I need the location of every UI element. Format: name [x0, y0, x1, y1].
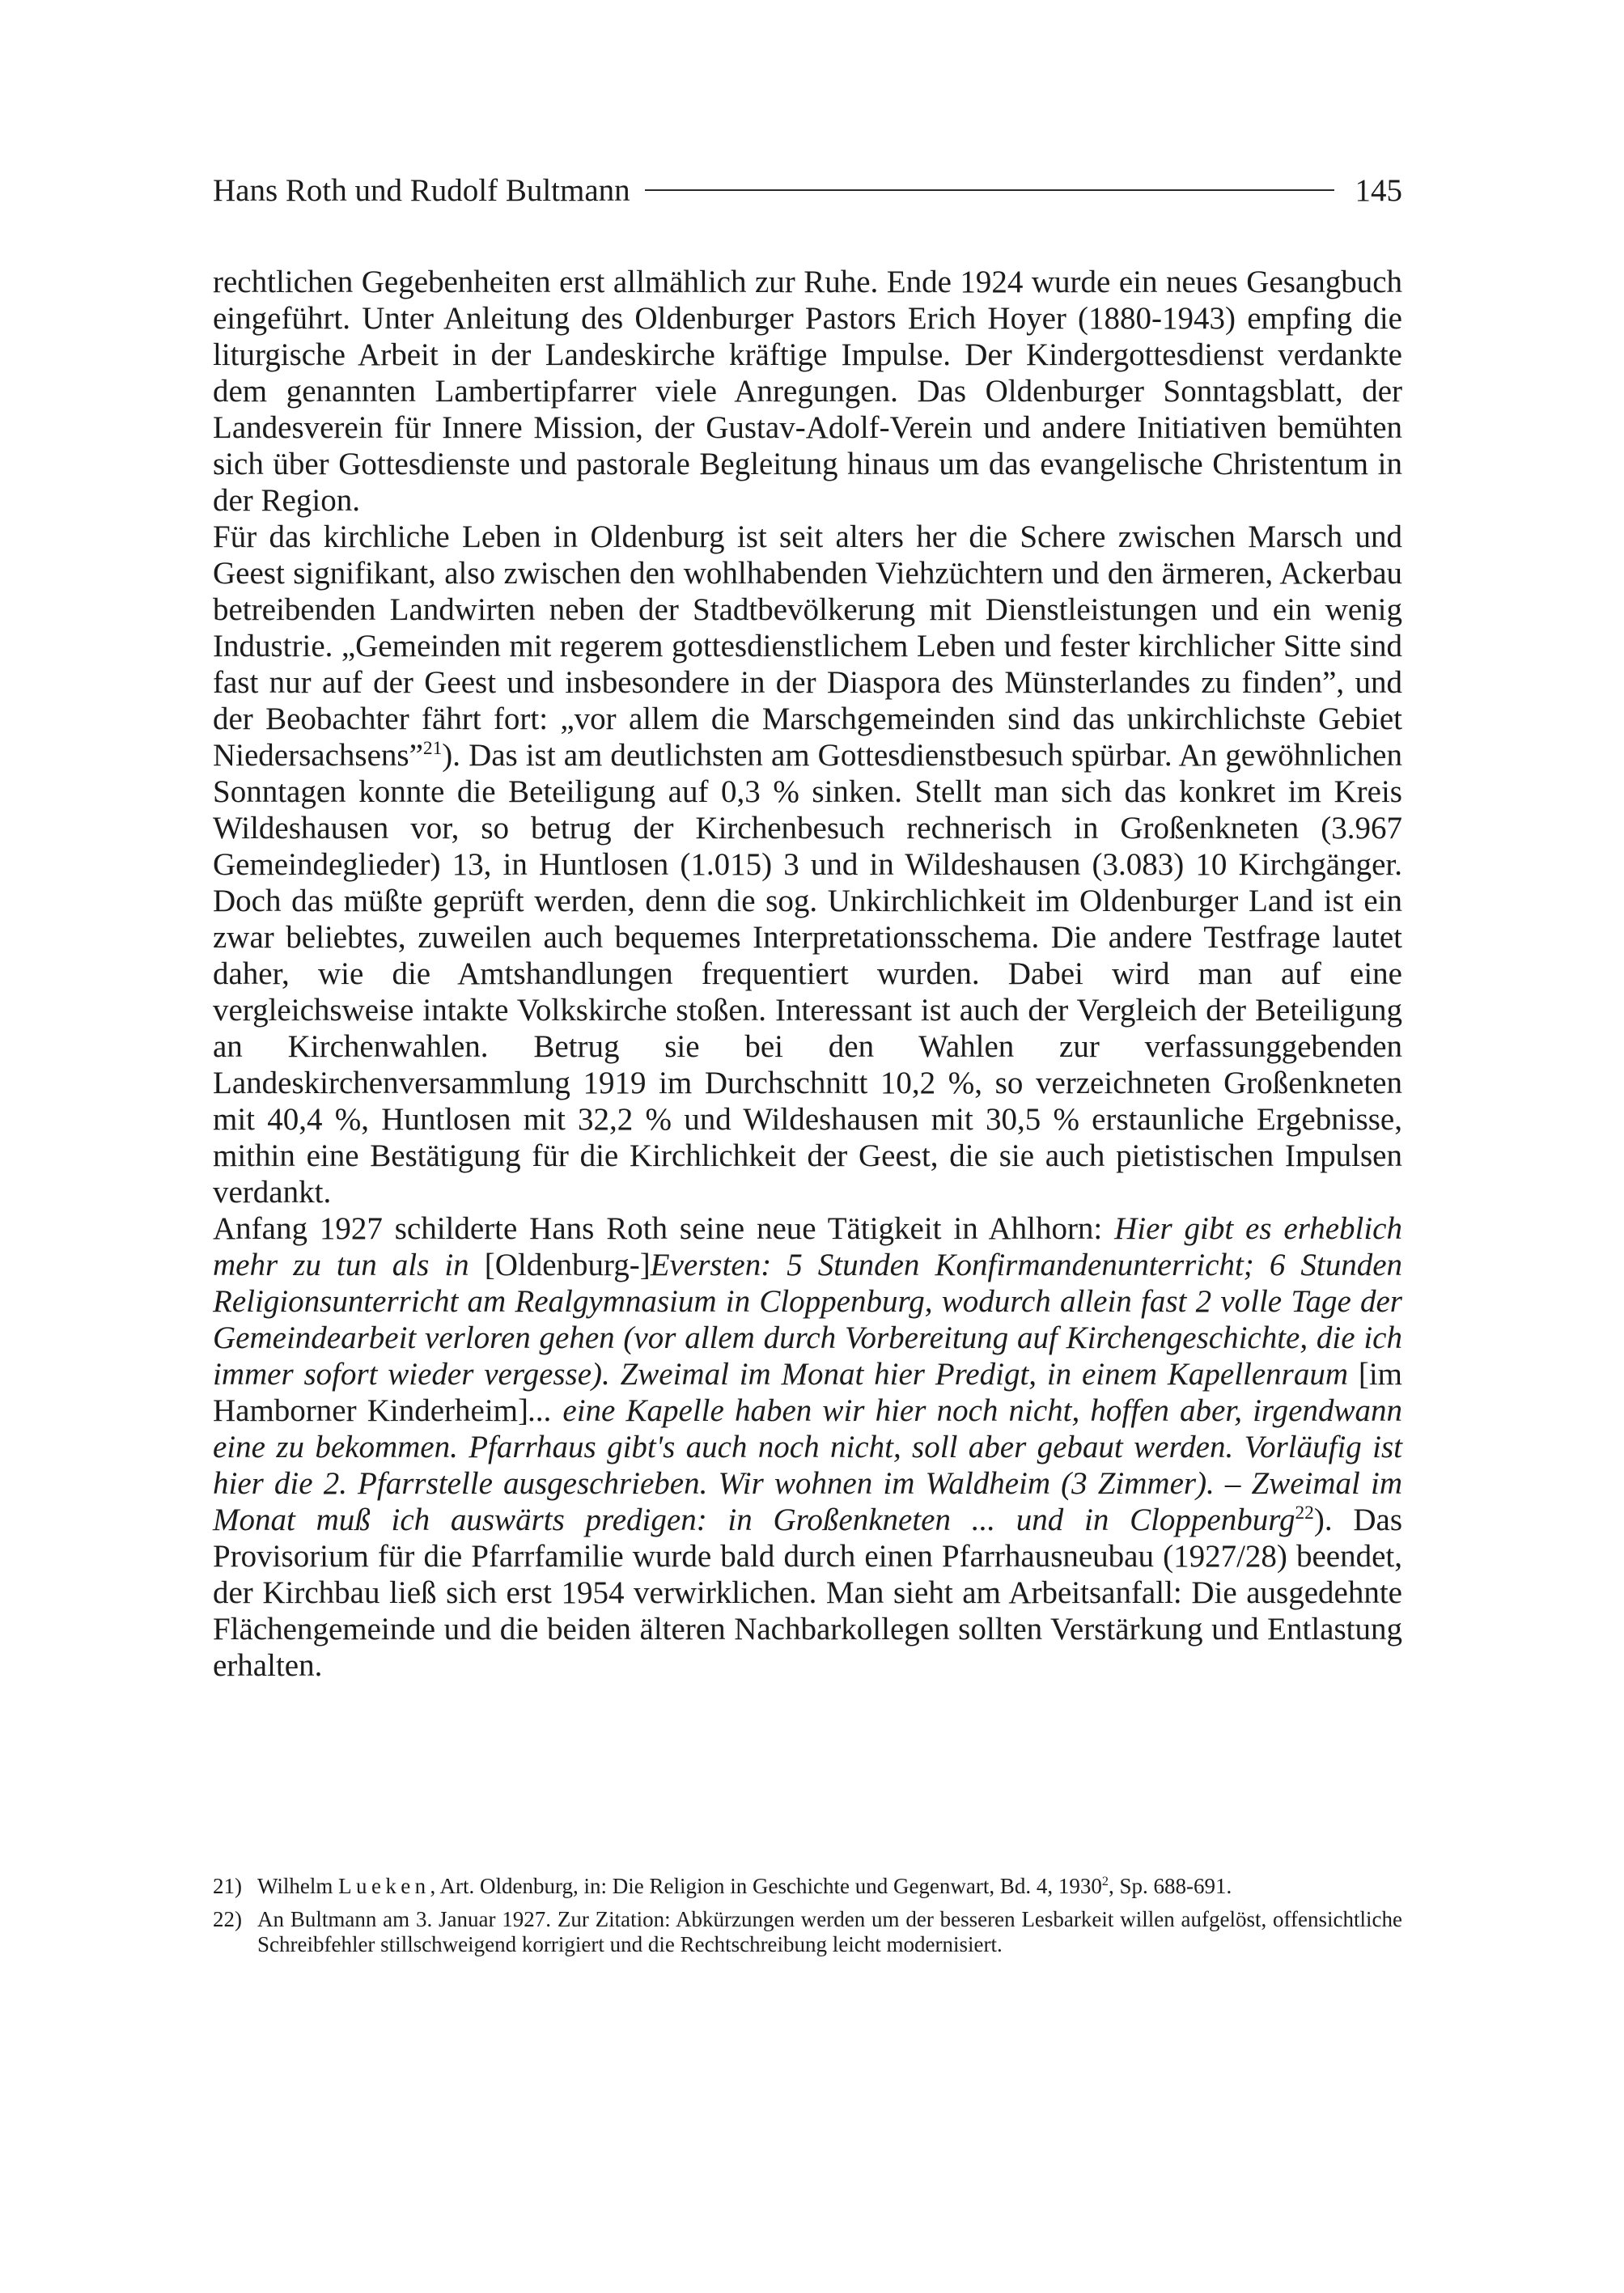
author-name: Lueken: [338, 1874, 430, 1898]
running-header: [213, 162, 1402, 218]
running-title: Hans Roth und Rudolf Bultmann: [213, 172, 630, 208]
text-run: , Sp. 688-691.: [1109, 1874, 1232, 1898]
footnotes: [213, 1874, 1402, 1965]
paragraph: [213, 1210, 1402, 1684]
body-text: [213, 264, 1402, 1684]
text-run: [Oldenburg-]: [484, 1248, 651, 1282]
footnote-text: [257, 1874, 1402, 1899]
footnote-reference: 22: [1295, 1503, 1314, 1524]
footnote-reference: 21: [422, 738, 443, 759]
footnote-text: [257, 1907, 1402, 1957]
text-run: An Bultmann am 3. Januar 1927. Zur Zitation: Abkürzungen werden um der besseren Lesbarkeit willen aufgelöst, offensichtliche Schreibfehler stillschweigend korrigiert und die Rechtschreibung leicht modernisiert.: [257, 1907, 1402, 1956]
footnote: [213, 1874, 1402, 1899]
footnote-number: 21): [213, 1874, 242, 1898]
paragraph: [213, 264, 1402, 519]
text-run: ). Das Provisorium für die Pfarrfamilie wurde bald durch einen Pfarrhausneubau (1927/28) beendet, der Kirchbau ließ sich erst 1954 verwirklichen. Man sieht am Arbeitsanfall: Die ausgedehnte Flächengemeinde und die beiden älteren Nachbarkollegen sollten Verstärkung und Entlastung erhalten.: [213, 1503, 1402, 1683]
quoted-letter-text: Eversten: 5 Stunden Konfirmandenunterricht; 6 Stunden Religionsunterricht am Realgymnasium in Cloppenburg, wodurch allein fast 2 volle Tage der Gemeindearbeit verloren gehen (vor allem durch Vorbereitung auf Kirchengeschichte, die ich immer sofort wieder vergesse). Zweimal im Monat hier Predigt, in einem Kapellenraum: [213, 1248, 1403, 1392]
header-rule: [645, 189, 1334, 191]
text-run: ). Das ist am deutlichsten am Gottesdienstbesuch spürbar. An gewöhnlichen Sonntagen konnte die Beteiligung auf 0,3 % sinken. Stellt man sich das konkret im Kreis Wildeshausen vor, so betrug der Kirchenbesuch rechnerisch in Großenkneten (3.967 Gemeindeglieder) 13, in Huntlosen (1.015) 3 und in Wildeshausen (3.083) 10 Kirchgänger. Doch das müßte geprüft werden, denn die sog. Unkirchlichkeit im Oldenburger Land ist ein zwar beliebtes, zuweilen auch bequemes Interpretationsschema. Die andere Testfrage lautet daher, wie die Amtshandlungen frequentiert wurden. Dabei wird man auf eine vergleichsweise intakte Volkskirche stoßen. Interessant ist auch der Vergleich der Beteiligung an Kirchenwahlen. Betrug sie bei den Wahlen zur verfassunggebenden Landeskirchenversammlung 1919 im Durchschnitt 10,2 %, so verzeichneten Großenkneten mit 40,4 %, Huntlosen mit 32,2 % und Wildeshausen mit 30,5 % erstaunliche Ergebnisse, mithin eine Bestätigung für die Kirchlichkeit der Geest, die sie auch pietistischen Impulsen verdankt.: [213, 738, 1402, 1210]
text-run: Wilhelm: [257, 1874, 339, 1898]
footnote-reference: 2: [1101, 1874, 1109, 1888]
footnote-number: 22): [213, 1907, 242, 1931]
text-run: Für das kirchliche Leben in Oldenburg ist seit alters her die Schere zwischen Marsch und Geest signifikant, also zwischen den wohlhabenden Viehzüchtern und den ärmeren, Ackerbau betreibenden Landwirten neben der Stadtbevölkerung mit Dienstleistungen und ein wenig Industrie. „Gemeinden mit regerem gottesdienstlichem Leben und fester kirchlicher Sitte sind fast nur auf der Geest und insbesondere in der Diaspora des Münsterlandes zu finden”, und der Beobachter fährt fort: „vor allem die Marschgemeinden sind das unkirchlichste Gebiet Niedersachsens”: [213, 519, 1402, 773]
footnote: [213, 1907, 1402, 1957]
page-number: 145: [1355, 172, 1402, 208]
text-run: , Art. Oldenburg, in: Die Religion in Geschichte und Gegenwart, Bd. 4, 1930: [430, 1874, 1102, 1898]
quoted-letter-text: ... eine Kapelle haben wir hier noch nicht, hoffen aber, irgendwann eine zu bekommen. Pfarrhaus gibt's auch noch nicht, soll aber gebaut werden. Vorläufig ist hier die 2. Pfarrstelle ausgeschrieben. Wir wohnen im Waldheim (3 Zimmer). – Zweimal im Monat muß ich auswärts predigen: in Großenkneten ... und in Cloppenburg: [213, 1393, 1402, 1537]
paragraph: [213, 519, 1402, 1210]
text-run: rechtlichen Gegebenheiten erst allmählich zur Ruhe. Ende 1924 wurde ein neues Gesangbuch eingeführt. Unter Anleitung des Oldenburger Pastors Erich Hoyer (1880-1943) empfing die liturgische Arbeit in der Landeskirche kräftige Impulse. Der Kindergottesdienst verdankte dem genannten Lambertipfarrer viele Anregungen. Das Oldenburger Sonntagsblatt, der Landesverein für Innere Mission, der Gustav-Adolf-Verein und andere Initiativen bemühten sich über Gottesdienste und pastorale Begleitung hinaus um das evangelische Christentum in der Region.: [213, 265, 1402, 518]
text-run: Anfang 1927 schilderte Hans Roth seine neue Tätigkeit in Ahlhorn:: [213, 1211, 1115, 1246]
text-run: [im Hamborner Kinderheim]: [213, 1357, 1402, 1428]
quoted-letter-text: Hier gibt es erheblich mehr zu tun als in: [213, 1211, 1402, 1282]
